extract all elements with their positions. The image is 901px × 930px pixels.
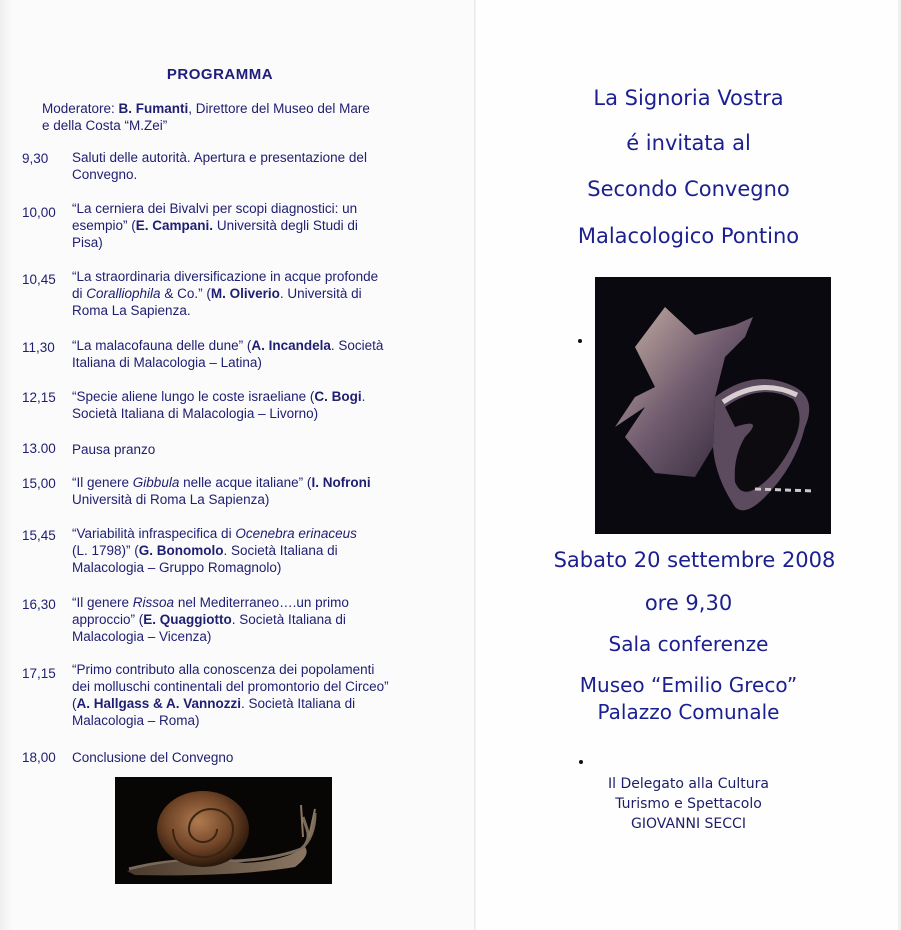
schedule-time: 10,45 [22, 272, 56, 287]
schedule-entry: Pausa pranzo [72, 442, 156, 457]
schedule-time: 18,00 [22, 750, 56, 765]
moderator-line: Moderatore: B. Fumanti, Direttore del Museo del Mare e della Costa “M.Zei” [42, 101, 370, 133]
speck [578, 339, 582, 343]
schedule-time: 12,15 [22, 390, 56, 405]
invite-line-1: La Signoria Vostra [593, 86, 784, 110]
event-date: Sabato 20 settembre 2008 [553, 548, 836, 572]
invite-line-4: Malacologico Pontino [577, 224, 800, 248]
event-museum: Museo “Emilio Greco” [579, 673, 798, 697]
delegate-line-2: Turismo e Spettacolo [615, 796, 762, 812]
invite-line-2: é invitata al [626, 131, 751, 155]
schedule-entry: “Variabilità infraspecifica di Ocenebra erinaceus (L. 1798)” (G. Bonomolo. Società Italiana di Malacologia – Gruppo Romagnolo) [72, 526, 357, 575]
schedule-entry: Saluti delle autorità. Apertura e presentazione del Convegno. [72, 150, 367, 182]
schedule-entry: “Specie aliene lungo le coste israeliane (C. Bogi. Società Italiana di Malacologia – Livorno) [72, 389, 366, 421]
schedule-time: 16,30 [22, 597, 56, 612]
schedule-entry: “Primo contributo alla conoscenza dei popolamenti dei molluschi continentali del promontorio del Circeo” (A. Hallgass & A. Vannozzi. Società Italiana di Malacologia – Roma) [72, 662, 389, 728]
schedule-time: 15,00 [22, 476, 56, 491]
invite-line-3: Secondo Convegno [587, 177, 790, 201]
event-palace: Palazzo Comunale [597, 700, 780, 724]
snail-illustration [115, 777, 332, 884]
schedule-entry: Conclusione del Convegno [72, 750, 234, 765]
schedule-time: 15,45 [22, 528, 56, 543]
schedule-time: 9,30 [22, 151, 49, 166]
schedule-time: 11,30 [22, 340, 55, 355]
shell-photo [595, 277, 831, 534]
schedule-entry: “La malacofauna delle dune” (A. Incandela. Società Italiana di Malacologia – Latina) [72, 338, 384, 370]
schedule-time: 17,15 [22, 666, 56, 681]
schedule-entry: “Il genere Gibbula nelle acque italiane” (I. Nofroni Università di Roma La Sapienza) [72, 475, 371, 507]
program-title: PROGRAMMA [166, 66, 274, 83]
event-room: Sala conferenze [608, 632, 769, 656]
schedule-entry: “La straordinaria diversificazione in acque profonde di Coralliophila & Co.” (M. Oliverio. Università di Roma La Sapienza. [72, 269, 379, 318]
schedule-entry: “La cerniera dei Bivalvi per scopi diagnostici: un esempio” (E. Campani. Università degli Studi di Pisa) [72, 201, 358, 250]
snail-photo [115, 777, 332, 884]
paper-edge [0, 0, 12, 930]
delegate-line-1: Il Delegato alla Cultura [608, 776, 769, 792]
event-time: ore 9,30 [644, 591, 733, 615]
schedule-time: 10,00 [22, 205, 56, 220]
schedule-entry: “Il genere Rissoa nel Mediterraneo….un primo approccio” (E. Quaggiotto. Società Italiana di Malacologia – Vicenza) [72, 595, 349, 644]
murex-shell-illustration [595, 277, 831, 534]
speck [579, 760, 583, 764]
schedule-time: 13.00 [22, 441, 56, 456]
delegate-name: GIOVANNI SECCI [631, 816, 746, 832]
